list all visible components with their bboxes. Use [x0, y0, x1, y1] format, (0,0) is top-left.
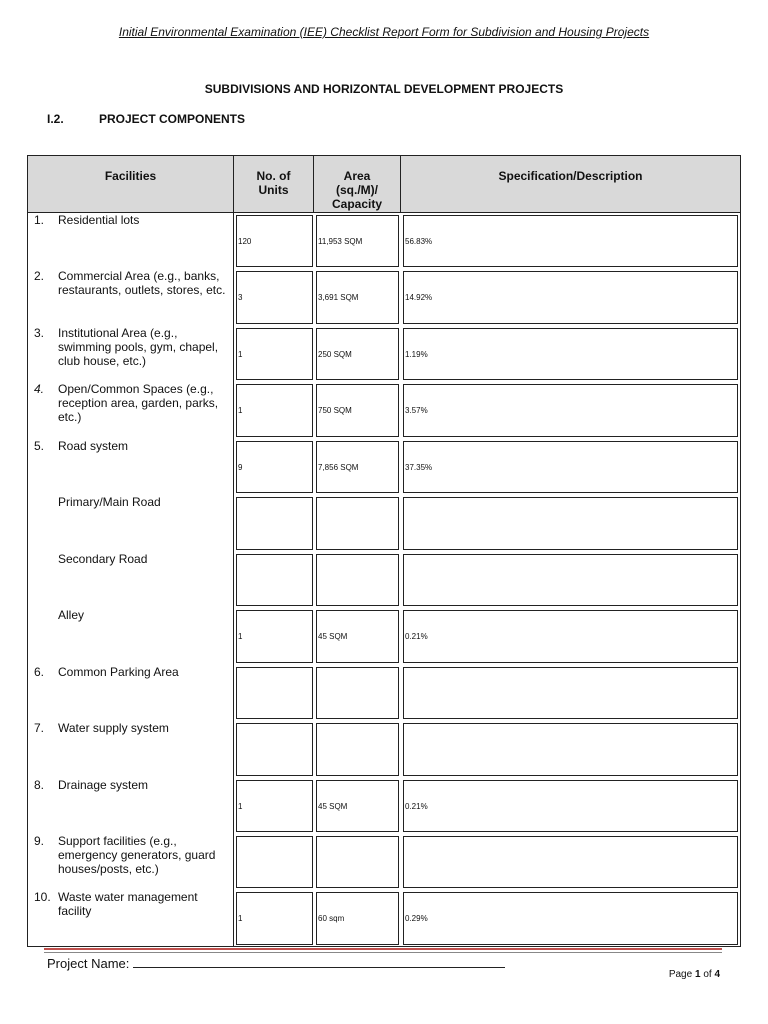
specification-cell[interactable]: [403, 836, 738, 888]
area-cell[interactable]: [316, 215, 399, 267]
facility-name: Commercial Area (e.g., banks, restaurants, outlets, stores, etc.: [58, 269, 226, 297]
area-cell[interactable]: [316, 780, 399, 832]
facility-name: Primary/Main Road: [58, 495, 161, 509]
header-units: No. of Units: [234, 156, 314, 212]
area-cell-value: 3,691 SQM: [318, 293, 359, 302]
area-cell-value: 60 sqm: [318, 914, 345, 923]
facility-name: Common Parking Area: [58, 665, 179, 679]
project-components-table: [27, 155, 741, 947]
table-row: [28, 552, 740, 608]
specification-cell-value: 0.21%: [405, 802, 428, 811]
units-cell[interactable]: [236, 554, 313, 606]
facility-name: Institutional Area (e.g., swimming pools, gym, chapel, club house, etc.): [58, 326, 219, 368]
area-cell-value: 250 SQM: [318, 350, 352, 359]
table-header-row: [28, 156, 740, 213]
specification-cell-value: 1.19%: [405, 350, 428, 359]
units-cell-value: 9: [238, 463, 243, 472]
units-cell-value: 1: [238, 632, 243, 641]
specification-cell-value: 3.57%: [405, 406, 428, 415]
area-cell-value: 7,856 SQM: [318, 463, 359, 472]
specification-cell[interactable]: [403, 667, 738, 719]
area-cell[interactable]: [316, 497, 399, 550]
section-heading: [47, 112, 245, 126]
specification-cell-value: 0.29%: [405, 914, 428, 923]
units-cell[interactable]: [236, 384, 313, 437]
facility-cell: [28, 778, 234, 834]
project-name-line: [47, 955, 505, 971]
units-cell[interactable]: [236, 271, 313, 324]
facility-cell: [28, 269, 234, 326]
area-cell[interactable]: [316, 271, 399, 324]
table-row: [28, 382, 740, 439]
table-row: [28, 834, 740, 890]
facility-cell: [28, 439, 234, 495]
units-cell[interactable]: [236, 780, 313, 832]
page-header: Initial Environmental Examination (IEE) Checklist Report Form for Subdivision and Housing Projects: [118, 25, 650, 39]
area-cell[interactable]: [316, 554, 399, 606]
facility-cell: [28, 552, 234, 608]
facility-name: Alley: [58, 608, 85, 622]
units-cell[interactable]: [236, 892, 313, 945]
area-cell-value: 11,953 SQM: [318, 237, 363, 246]
facility-name: Waste water management facility: [58, 890, 198, 918]
units-cell[interactable]: [236, 836, 313, 888]
specification-cell[interactable]: [403, 892, 738, 945]
specification-cell[interactable]: [403, 271, 738, 324]
facility-cell: [28, 665, 234, 721]
footer-divider: [44, 948, 722, 950]
table-row: [28, 269, 740, 326]
header-facilities: Facilities: [28, 156, 234, 212]
table-row: [28, 890, 740, 947]
table-row: [28, 721, 740, 778]
facility-cell: [28, 608, 234, 665]
units-cell[interactable]: [236, 497, 313, 550]
table-row: [28, 439, 740, 495]
units-cell-value: 1: [238, 406, 243, 415]
item-number: 8.: [34, 778, 45, 792]
units-cell[interactable]: [236, 610, 313, 663]
area-cell[interactable]: [316, 836, 399, 888]
area-cell[interactable]: [316, 892, 399, 945]
project-name-label: Project Name:: [47, 956, 130, 971]
specification-cell[interactable]: [403, 497, 738, 550]
specification-cell[interactable]: [403, 554, 738, 606]
facility-name: Open/Common Spaces (e.g., reception area, garden, parks, etc.): [58, 382, 219, 424]
facility-cell: [28, 721, 234, 778]
facility-cell: [28, 890, 234, 947]
specification-cell[interactable]: [403, 384, 738, 437]
facility-name: Drainage system: [58, 778, 149, 792]
facility-name: Support facilities (e.g., emergency generators, guard houses/posts, etc.): [58, 834, 216, 876]
units-cell[interactable]: [236, 215, 313, 267]
specification-cell[interactable]: [403, 610, 738, 663]
specification-cell[interactable]: [403, 780, 738, 832]
item-number: 2.: [34, 269, 45, 283]
table-row: [28, 608, 740, 665]
section-title: PROJECT COMPONENTS: [99, 112, 246, 126]
units-cell-value: 1: [238, 802, 243, 811]
units-cell-value: 1: [238, 914, 243, 923]
facility-name: Water supply system: [58, 721, 169, 735]
table-row: [28, 778, 740, 834]
item-number: 1.: [34, 213, 45, 227]
item-number: 10.: [34, 890, 51, 904]
table-row: [28, 665, 740, 721]
facility-name: Residential lots: [58, 213, 140, 227]
units-cell[interactable]: [236, 328, 313, 380]
facility-cell: [28, 382, 234, 439]
specification-cell-value: 14.92%: [405, 293, 433, 302]
area-cell-value: 45 SQM: [318, 632, 348, 641]
specification-cell-value: 0.21%: [405, 632, 428, 641]
units-cell[interactable]: [236, 723, 313, 776]
facility-name: Secondary Road: [58, 552, 148, 566]
table-row: [28, 326, 740, 382]
header-specification: Specification/Description: [498, 169, 643, 183]
facility-cell: [28, 495, 234, 552]
specification-cell-value: 37.35%: [405, 463, 433, 472]
area-cell[interactable]: [316, 384, 399, 437]
units-cell[interactable]: [236, 667, 313, 719]
facility-cell: [28, 834, 234, 890]
area-cell[interactable]: [316, 723, 399, 776]
item-number: 4.: [34, 382, 45, 396]
area-cell-value: 750 SQM: [318, 406, 352, 415]
units-cell-value: 1: [238, 350, 243, 359]
item-number: 9.: [34, 834, 45, 848]
item-number: 3.: [34, 326, 45, 340]
document-title: SUBDIVISIONS AND HORIZONTAL DEVELOPMENT PROJECTS: [204, 82, 564, 96]
facility-cell: [28, 213, 234, 269]
page-number: Page 1 of 4: [668, 969, 720, 980]
project-name-blank[interactable]: [133, 955, 505, 968]
specification-cell[interactable]: [403, 723, 738, 776]
area-cell[interactable]: [316, 610, 399, 663]
area-cell[interactable]: [316, 328, 399, 380]
specification-cell[interactable]: [403, 328, 738, 380]
specification-cell[interactable]: [403, 215, 738, 267]
item-number: 5.: [34, 439, 45, 453]
table-row: [28, 213, 740, 269]
footer-divider-thin: [44, 952, 722, 953]
units-cell-value: 3: [238, 293, 243, 302]
header-area: Area (sq./M)/ Capacity: [314, 156, 401, 212]
section-number: I.2.: [47, 112, 64, 126]
facility-cell: [28, 326, 234, 382]
item-number: 7.: [34, 721, 45, 735]
facility-name: Road system: [58, 439, 129, 453]
specification-cell[interactable]: [403, 441, 738, 493]
specification-cell-value: 56.83%: [405, 237, 433, 246]
table-row: [28, 495, 740, 552]
area-cell[interactable]: [316, 441, 399, 493]
area-cell-value: 45 SQM: [318, 802, 348, 811]
units-cell[interactable]: [236, 441, 313, 493]
item-number: 6.: [34, 665, 45, 679]
units-cell-value: 120: [238, 237, 252, 246]
area-cell[interactable]: [316, 667, 399, 719]
